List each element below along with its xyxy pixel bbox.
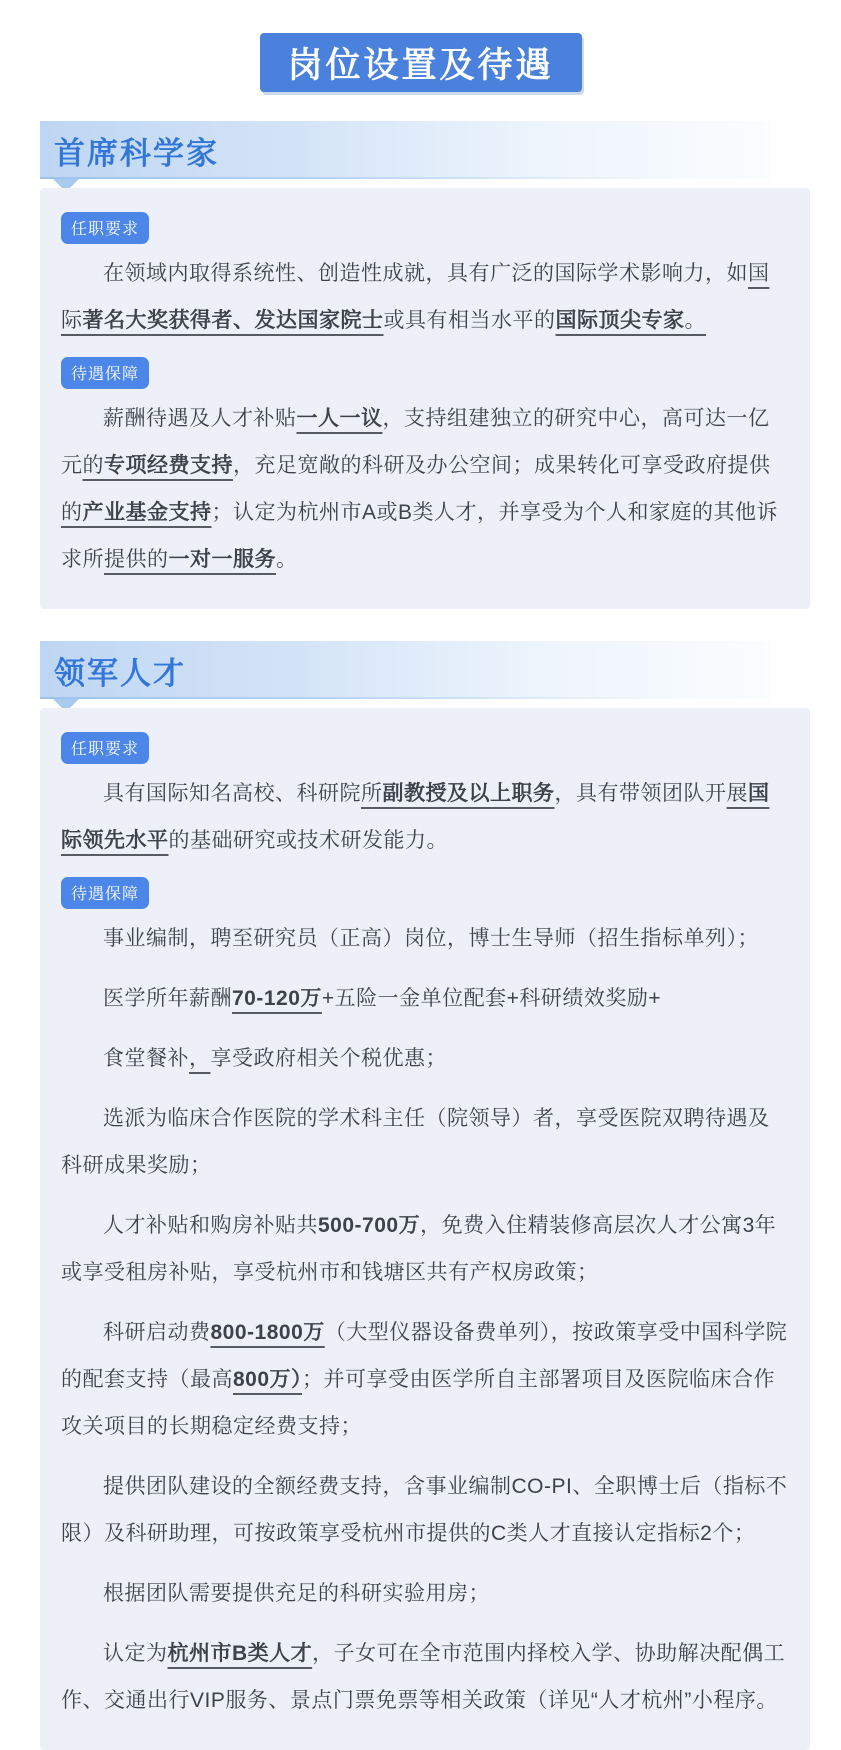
highlight-text: 著名大奖获得者、发达国家院士 — [82, 309, 384, 332]
badge-row — [61, 357, 789, 389]
highlight-text: 国际领先水平 — [61, 782, 770, 852]
section-header — [40, 121, 771, 179]
badge-row — [61, 212, 789, 244]
plain-text: 享受政府相关个税优惠； — [210, 1047, 447, 1070]
plain-text: ，充足宽敞的科研及办公空间；成果转化可享受政府提供 — [233, 454, 771, 477]
highlight-text: 提供的 — [104, 548, 169, 571]
highlight-text: 杭州市B类人才 — [167, 1642, 313, 1665]
highlight-text: 800-1800万 — [210, 1321, 325, 1344]
highlight-text: 展 — [726, 782, 748, 805]
badge-row — [61, 732, 789, 764]
plain-text: ，具有带领团队开 — [554, 782, 727, 805]
plain-text: 具有国际知名高校、科研院 — [103, 782, 361, 805]
plain-text: 事业编制，聘至研究员（正高）岗位，博士生导师（招生指标单列）； — [103, 927, 759, 950]
plain-text: 。 — [276, 548, 298, 571]
benefits-badge: 待遇保障 — [61, 357, 149, 389]
body-paragraph — [61, 1095, 789, 1189]
highlight-text: 一对一服务 — [168, 548, 276, 571]
body-paragraph — [61, 1309, 789, 1450]
highlight-text: 70-120万 — [232, 987, 322, 1010]
body-paragraph — [61, 250, 789, 344]
section-heading: 领军人才 — [54, 655, 186, 691]
highlight-text: 500-700万 — [318, 1214, 421, 1237]
highlight-text: 的 — [82, 454, 104, 477]
body-paragraph — [61, 1570, 789, 1617]
highlight-text: 专项经费支持 — [104, 454, 233, 477]
benefits-badge: 待遇保障 — [61, 877, 149, 909]
plain-text: 科研启动费 — [103, 1321, 211, 1344]
plain-text: 选派为临床合作医院的学术科主任（院领导）者，享受医院双聘待遇及科研成果奖励； — [61, 1107, 770, 1177]
plain-text: ，子女可在全市范围内择校入学、协助解决配偶工作、交通出行VIP服务、景点门票免票等相关政策（详见“人才杭州”小程序。 — [61, 1642, 786, 1712]
highlight-text: 产业基金支持 — [82, 501, 212, 524]
highlight-text: 副教授及以上职务 — [382, 782, 555, 805]
plain-text: ，支持组建独立的研究中心，高可达一亿元 — [61, 407, 770, 477]
highlight-text: 所 — [361, 782, 383, 805]
plain-text: 在领域内取得系统性、创造性成就，具有广泛的国际学术影响力，如 — [103, 262, 748, 285]
body-paragraph — [61, 975, 789, 1022]
plain-text: +五险一金单位配套+科研绩效奖励+ — [321, 987, 662, 1010]
highlight-text: ， — [189, 1047, 211, 1070]
plain-text: ；并可享受由医学所自主部署项目及医院临床合作攻关项目的长期稳定经费支持； — [61, 1368, 776, 1438]
highlight-text: 国际 — [61, 262, 770, 332]
body-paragraph — [61, 1202, 789, 1296]
plain-text: 医学所年薪酬 — [103, 987, 232, 1010]
plain-text: （大型仪器设备费单列），按政策享受中国科学院的配套支持（最高 — [61, 1321, 788, 1391]
section-content — [40, 708, 810, 1750]
plain-text: ，免费入住精装修高层次人才公寓3年或享受租房补贴，享受杭州市和钱塘区共有产权房政策； — [61, 1214, 777, 1284]
highlight-text: 一人一议 — [296, 407, 383, 430]
body-paragraph — [61, 395, 789, 583]
plain-text: 的基础研究或技术研发能力。 — [168, 829, 448, 852]
section-chief-scientist — [40, 121, 841, 609]
section-content — [40, 188, 810, 609]
plain-text: 薪酬待遇及人才补贴 — [103, 407, 297, 430]
plain-text: ；认定为杭州市A或B类人才，并享受为个人和家庭的其他诉求所 — [61, 501, 779, 571]
plain-text: 或具有相当水平的 — [383, 309, 556, 332]
body-paragraph — [61, 1630, 789, 1724]
highlight-text: 国际顶尖专家 — [555, 309, 685, 332]
requirements-badge: 任职要求 — [61, 212, 149, 244]
section-leading-talent — [40, 641, 841, 1750]
section-heading: 首席科学家 — [54, 135, 219, 171]
body-paragraph — [61, 1463, 789, 1557]
plain-text: 认定为 — [103, 1642, 168, 1665]
badge-row — [61, 877, 789, 909]
highlight-text: 800万） — [233, 1368, 303, 1391]
plain-text: 食堂餐补 — [103, 1047, 189, 1070]
section-header — [40, 641, 771, 699]
body-paragraph — [61, 1035, 789, 1082]
body-paragraph — [61, 915, 789, 962]
plain-text: 提供团队建设的全额经费支持，含事业编制CO-PI、全职博士后（指标不限）及科研助理，可按政策享受杭州市提供的C类人才直接认定指标2个； — [61, 1475, 788, 1545]
plain-text: 人才补贴和购房补贴共 — [103, 1214, 318, 1237]
plain-text: 根据团队需要提供充足的科研实验用房； — [103, 1582, 490, 1605]
requirements-badge: 任职要求 — [61, 732, 149, 764]
page-title: 岗位设置及待遇 — [260, 33, 582, 92]
highlight-text: 。 — [684, 309, 706, 332]
body-paragraph — [61, 770, 789, 864]
highlight-text: 的 — [61, 501, 83, 524]
